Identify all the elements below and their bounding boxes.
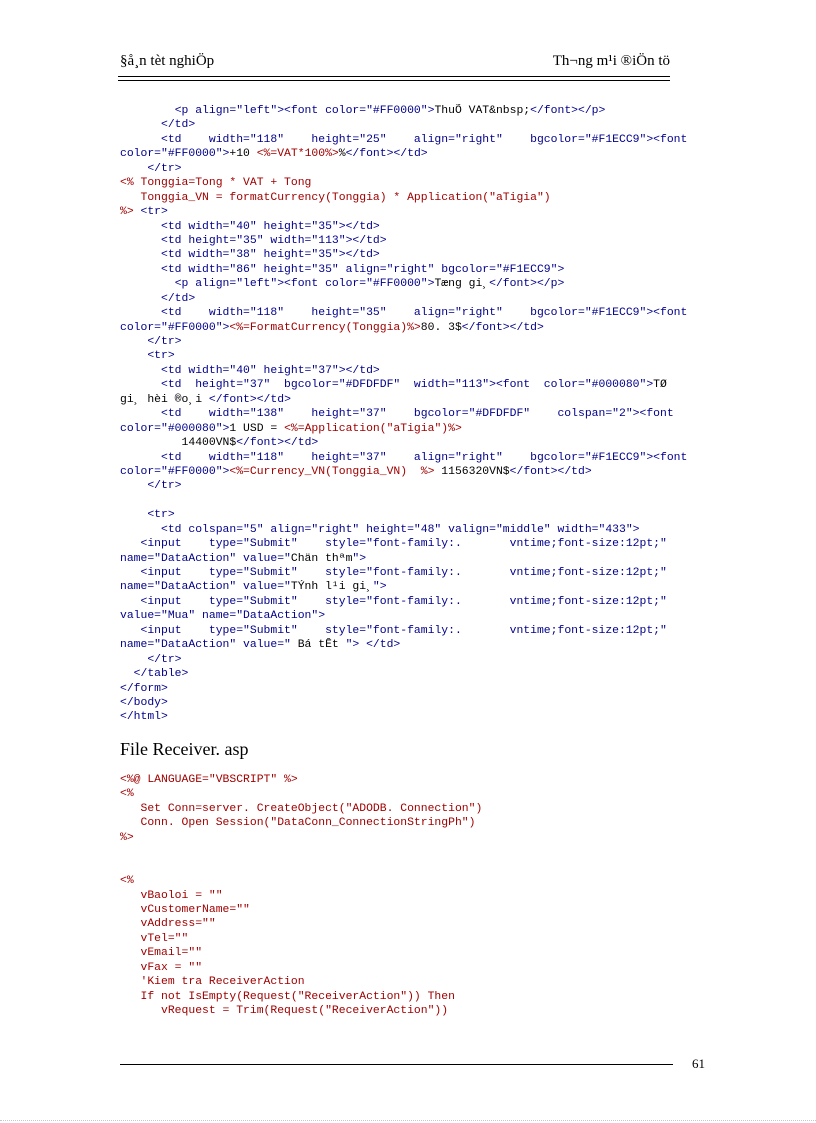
code-token: 1156320VN$ [434,465,510,478]
code-token: <td width="38" height="35"></td> [161,249,380,262]
code-token: If not IsEmpty(Request("ReceiverAction")) Then [120,990,455,1003]
code-token: 1 USD = [229,422,285,435]
code-line [120,975,700,989]
section-title: File Receiver. asp [120,739,249,759]
code-token [120,524,161,536]
code-token: name="DataAction" value=" [120,581,291,594]
code-line [120,773,700,787]
code-token: "> [352,552,367,565]
code-token: name="DataAction" value=" [120,552,291,565]
code-line [120,710,700,724]
code-token [120,625,141,637]
code-line [120,889,700,903]
code-token: Conn. Open Session("DataConn_ConnectionStringPh") [120,817,476,830]
code-token: <tr> [147,350,175,363]
code-token: name="DataAction" value=" [120,639,291,652]
code-line [120,1004,700,1018]
code-line [120,422,700,436]
code-token: <td colspan="5" align="right" height="48" valign="middle" width="433"> [161,523,640,536]
code-line [120,831,700,845]
code-token: <td width="40" height="35"></td> [161,220,380,233]
code-line [120,816,700,830]
code-line [120,292,700,306]
page-bottom-dotted-edge [0,1120,816,1121]
code-line [120,638,700,652]
code-token: </font></td> [345,148,428,161]
code-listing-html [120,104,700,725]
code-line [120,349,700,363]
code-token: <td height="37" bgcolor="#DFDFDF" width="113"><font color="#000080"> [161,379,654,392]
code-token [120,379,161,391]
code-token: </html> [120,711,168,724]
code-token: <%=Currency_VN(Tonggia_VN) %> [229,465,435,478]
code-token: vTel="" [120,932,189,945]
code-token: TÝnh l¹i gi¸ [290,581,373,594]
code-line [120,277,700,291]
code-token: vBaoloi = "" [120,889,223,902]
code-token: ThuÕ VAT&nbsp; [434,105,531,117]
code-token [134,206,141,218]
code-token: </font></td> [208,393,291,406]
code-token: Tonggia_VN = formatCurrency(Tonggia) * Application("aTigia") [120,191,551,204]
code-token: "> </td> [345,639,401,652]
code-line [120,860,700,874]
code-token: </font></p> [530,105,606,117]
code-token: </td> [161,119,196,132]
code-token [120,567,141,579]
code-token: vAddress="" [120,918,216,931]
code-line [120,436,700,450]
code-line [120,917,700,931]
code-token [120,307,161,319]
code-line [120,118,700,132]
code-token: <td width="118" height="25" align="right" bgcolor="#F1ECC9"><font [161,133,688,146]
code-token: <%=FormatCurrency(Tonggia)%> [229,321,421,334]
code-token: Set Conn=server. CreateObject("ADODB. Connection") [120,802,483,815]
code-line [120,552,700,566]
code-token [120,264,161,276]
code-token: <p align="left"><font color="#FF0000"> [174,278,435,291]
code-line [120,234,700,248]
code-token [120,119,161,131]
code-line [120,508,700,522]
code-token: vRequest = Trim(Request("ReceiverAction")) [120,1005,449,1017]
code-line [120,220,700,234]
code-token: <% Tonggia=Tong * VAT + Tong [120,177,312,190]
header-rule [118,76,670,77]
code-line [120,191,700,205]
code-line [120,961,700,975]
code-line [120,104,700,118]
code-token: <%@ LANGUAGE="VBSCRIPT" %> [120,774,298,786]
code-token [120,408,161,420]
code-token [120,249,161,261]
code-token: 80. 3$ [420,321,462,334]
code-token: Chän thªm [290,552,353,565]
code-line [120,335,700,349]
page-number: 61 [692,1056,705,1071]
code-token: <td width="86" height="35" align="right" bgcolor="#F1ECC9"> [161,263,565,276]
code-token: % [338,148,346,161]
code-line [120,932,700,946]
code-token: %> [120,206,134,219]
code-token [120,293,161,305]
code-token: <input type="Submit" style="font-family:. vntime;font-size:12pt;" [140,538,667,551]
code-token: <% [120,788,134,801]
code-token: <p align="left"><font color="#FF0000"> [174,105,435,117]
code-line [120,162,700,176]
code-line [120,653,700,667]
code-token: vFax = "" [120,961,203,974]
code-token: </font></td> [236,437,319,450]
code-token: </tr> [147,480,182,493]
code-token: </body> [120,696,168,709]
code-token: Bá tÊt [290,639,346,652]
code-token [120,654,147,666]
code-token [120,668,134,680]
code-token: 14400VN$ [120,437,237,450]
code-token [120,336,147,348]
code-token: </table> [133,668,189,681]
code-token: gi¸ hèi ®o¸i [120,393,209,406]
code-line [120,946,700,960]
code-token: </font></td> [509,465,592,478]
code-line [120,624,700,638]
code-token: </td> [161,292,196,305]
code-token: <tr> [147,509,175,522]
code-token: Tæng gi¸ [434,278,490,291]
code-line [120,407,700,421]
code-line [120,176,700,190]
header-right-title: Th¬ng m¹i ®iÖn tö [552,53,670,69]
code-line [120,306,700,320]
code-line [120,451,700,465]
code-token [120,350,147,362]
code-line [120,874,700,888]
code-line [120,133,700,147]
code-line [120,523,700,537]
code-token: <input type="Submit" style="font-family:. vntime;font-size:12pt;" [140,624,667,637]
code-token [120,163,147,175]
code-line [120,479,700,493]
code-line [120,595,700,609]
code-token [120,452,161,464]
code-line [120,248,700,262]
code-line [120,566,700,580]
code-line [120,696,700,710]
code-line [120,990,700,1004]
code-line [120,364,700,378]
code-line [120,147,700,161]
code-token: color="#000080"> [120,422,230,435]
code-token [120,235,161,247]
code-line [120,682,700,696]
code-token: <input type="Submit" style="font-family:. vntime;font-size:12pt;" [140,567,667,579]
code-line [120,787,700,801]
code-line [120,205,700,219]
code-token [120,480,147,492]
code-token [120,596,141,608]
code-token [120,105,175,117]
code-token: </font></td> [461,321,544,334]
code-token: </font></p> [489,278,565,291]
code-line [120,393,700,407]
code-line [120,494,700,508]
code-line [120,537,700,551]
code-token: <td width="118" height="35" align="right" bgcolor="#F1ECC9"><font [161,307,688,320]
code-token: </form> [120,682,168,695]
code-token: vCustomerName="" [120,903,250,916]
code-listing-receiver-asp [120,773,700,1018]
code-token: %> [120,831,134,844]
code-line [120,845,700,859]
code-token: <%=Application("aTigia")%> [284,422,462,435]
code-token: <td width="40" height="37"></td> [161,364,380,377]
code-line [120,802,700,816]
code-line [120,580,700,594]
code-token: +10 [229,148,257,161]
code-token: <% [120,875,134,888]
code-line [120,667,700,681]
code-token: <td width="118" height="37" align="right" bgcolor="#F1ECC9"><font [161,451,688,464]
code-token: color="#FF0000"> [120,321,230,334]
code-token: </tr> [147,653,182,666]
code-token: </tr> [147,336,182,348]
header-rule-double [118,80,670,81]
code-token: "> [372,581,387,594]
footer-rule [120,1064,673,1065]
code-token: color="#FF0000"> [120,148,230,161]
code-line [120,378,700,392]
code-token: vEmail="" [120,947,203,960]
header-left-title: §å¸n tèt nghiÖp [120,53,215,69]
code-token [120,365,161,377]
code-token: <tr> [140,206,168,219]
code-line [120,321,700,335]
code-token: <input type="Submit" style="font-family:. vntime;font-size:12pt;" [140,595,667,608]
code-line [120,263,700,277]
code-token: 'Kiem tra ReceiverAction [120,976,305,989]
code-token [120,221,161,233]
code-token: <%=VAT*100%> [256,148,339,161]
code-token: </tr> [147,162,182,175]
code-line [120,903,700,917]
code-line [120,465,700,479]
code-token: TØ [653,379,667,392]
code-line [120,609,700,623]
code-token [120,278,175,290]
code-token: value="Mua" name="DataAction"> [120,610,326,623]
code-token: <td height="35" width="113"></td> [161,234,387,247]
code-token: color="#FF0000"> [120,465,230,478]
code-token [120,509,147,521]
code-token: <td width="138" height="37" bgcolor="#DFDFDF" colspan="2"><font [161,408,674,421]
code-token [120,134,161,146]
code-token [120,538,141,550]
